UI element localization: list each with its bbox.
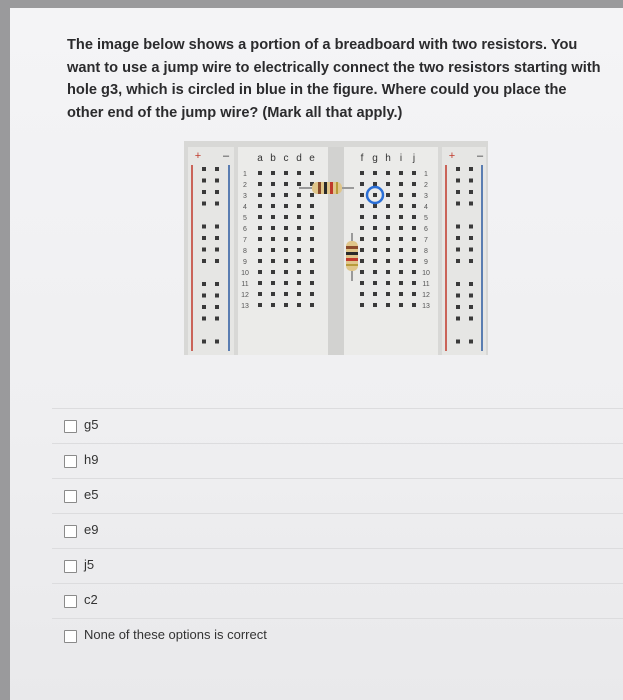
option-g5[interactable] — [52, 408, 623, 443]
hole-c10[interactable] — [284, 270, 288, 274]
rail-hole[interactable] — [456, 282, 460, 286]
row-label-left-8: 8 — [243, 248, 247, 255]
rail-hole[interactable] — [469, 225, 473, 229]
rail-hole[interactable] — [469, 340, 473, 344]
row-label-right-3: 3 — [424, 193, 428, 200]
option-label: h9 — [84, 452, 99, 467]
hole-e8[interactable] — [310, 248, 314, 252]
rail-hole[interactable] — [202, 202, 206, 206]
row-label-left-4: 4 — [243, 204, 247, 211]
row-label-right-7: 7 — [424, 237, 428, 244]
hole-j8[interactable] — [412, 248, 416, 252]
column-label-j: j — [412, 153, 416, 164]
row-label-right-8: 8 — [424, 248, 428, 255]
hole-j7[interactable] — [412, 237, 416, 241]
option-c2[interactable] — [52, 583, 623, 618]
hole-b13[interactable] — [271, 303, 275, 307]
hole-j4[interactable] — [412, 204, 416, 208]
hole-c3[interactable] — [284, 193, 288, 197]
hole-b11[interactable] — [271, 281, 275, 285]
hole-e12[interactable] — [310, 292, 314, 296]
column-label-a: a — [257, 153, 263, 164]
option-label: c2 — [84, 592, 98, 607]
hole-f12[interactable] — [360, 292, 364, 296]
rail-hole[interactable] — [215, 248, 219, 252]
hole-a13[interactable] — [258, 303, 262, 307]
hole-h3[interactable] — [386, 193, 390, 197]
hole-a2[interactable] — [258, 182, 262, 186]
hole-c11[interactable] — [284, 281, 288, 285]
row-label-left-6: 6 — [243, 226, 247, 233]
hole-g5[interactable] — [373, 215, 377, 219]
hole-d7[interactable] — [297, 237, 301, 241]
hole-h11[interactable] — [386, 281, 390, 285]
hole-a7[interactable] — [258, 237, 262, 241]
hole-g6[interactable] — [373, 226, 377, 230]
rail-hole[interactable] — [202, 282, 206, 286]
option-checkbox[interactable] — [64, 455, 77, 468]
hole-c13[interactable] — [284, 303, 288, 307]
option-none-correct[interactable] — [52, 618, 623, 653]
rail-hole[interactable] — [215, 317, 219, 321]
hole-d1[interactable] — [297, 171, 301, 175]
column-label-h: h — [385, 153, 391, 164]
hole-h6[interactable] — [386, 226, 390, 230]
row-label-left-2: 2 — [243, 182, 247, 189]
hole-e10[interactable] — [310, 270, 314, 274]
hole-j12[interactable] — [412, 292, 416, 296]
hole-i8[interactable] — [399, 248, 403, 252]
hole-j10[interactable] — [412, 270, 416, 274]
rail-hole[interactable] — [469, 236, 473, 240]
rail-hole[interactable] — [215, 179, 219, 183]
rail-plus-left: + — [194, 150, 202, 162]
hole-b7[interactable] — [271, 237, 275, 241]
hole-a5[interactable] — [258, 215, 262, 219]
hole-h1[interactable] — [386, 171, 390, 175]
hole-i9[interactable] — [399, 259, 403, 263]
hole-j1[interactable] — [412, 171, 416, 175]
hole-i3[interactable] — [399, 193, 403, 197]
row-label-right-1: 1 — [424, 171, 428, 178]
hole-b12[interactable] — [271, 292, 275, 296]
hole-h4[interactable] — [386, 204, 390, 208]
column-label-d: d — [296, 153, 302, 164]
rail-hole[interactable] — [215, 225, 219, 229]
hole-f11[interactable] — [360, 281, 364, 285]
row-label-left-11: 11 — [241, 281, 249, 288]
rail-hole[interactable] — [456, 167, 460, 171]
row-label-left-12: 12 — [241, 292, 249, 299]
rail-hole[interactable] — [456, 317, 460, 321]
hole-f2[interactable] — [360, 182, 364, 186]
row-label-right-4: 4 — [424, 204, 428, 211]
option-checkbox[interactable] — [64, 525, 77, 538]
rail-hole[interactable] — [456, 294, 460, 298]
row-label-left-13: 13 — [241, 303, 249, 310]
hole-c9[interactable] — [284, 259, 288, 263]
column-label-e: e — [309, 153, 315, 164]
option-label: None of these options is correct — [84, 627, 267, 642]
option-checkbox[interactable] — [64, 490, 77, 503]
column-label-c: c — [283, 153, 289, 164]
hole-d2[interactable] — [297, 182, 301, 186]
hole-i11[interactable] — [399, 281, 403, 285]
rail-hole[interactable] — [215, 340, 219, 344]
row-label-right-9: 9 — [424, 259, 428, 266]
hole-c8[interactable] — [284, 248, 288, 252]
rail-hole[interactable] — [456, 248, 460, 252]
rail-hole[interactable] — [469, 248, 473, 252]
hole-e11[interactable] — [310, 281, 314, 285]
hole-b9[interactable] — [271, 259, 275, 263]
rail-hole[interactable] — [215, 190, 219, 194]
hole-j13[interactable] — [412, 303, 416, 307]
option-checkbox[interactable] — [64, 420, 77, 433]
hole-g11[interactable] — [373, 281, 377, 285]
rail-hole[interactable] — [215, 259, 219, 263]
hole-i13[interactable] — [399, 303, 403, 307]
rail-hole[interactable] — [202, 248, 206, 252]
hole-e6[interactable] — [310, 226, 314, 230]
rail-hole[interactable] — [215, 282, 219, 286]
hole-b4[interactable] — [271, 204, 275, 208]
hole-i5[interactable] — [399, 215, 403, 219]
hole-c2[interactable] — [284, 182, 288, 186]
row-label-left-9: 9 — [243, 259, 247, 266]
hole-d3[interactable] — [297, 193, 301, 197]
rail-minus-left: – — [222, 150, 230, 162]
rail-minus-right: – — [476, 150, 484, 162]
rail-hole[interactable] — [215, 236, 219, 240]
column-label-i: i — [399, 153, 403, 164]
option-h9[interactable] — [52, 443, 623, 478]
hole-h5[interactable] — [386, 215, 390, 219]
row-label-right-10: 10 — [422, 270, 430, 277]
row-label-right-12: 12 — [422, 292, 430, 299]
option-label: e5 — [84, 487, 99, 502]
option-label: g5 — [84, 417, 99, 432]
hole-j9[interactable] — [412, 259, 416, 263]
rail-hole[interactable] — [202, 305, 206, 309]
rail-plus-right: + — [448, 150, 456, 162]
row-label-right-2: 2 — [424, 182, 428, 189]
rail-hole[interactable] — [469, 294, 473, 298]
row-label-left-7: 7 — [243, 237, 247, 244]
rail-hole[interactable] — [202, 236, 206, 240]
option-label: j5 — [84, 557, 95, 572]
rail-hole[interactable] — [202, 259, 206, 263]
row-label-left-10: 10 — [241, 270, 249, 277]
rail-hole[interactable] — [456, 202, 460, 206]
hole-a11[interactable] — [258, 281, 262, 285]
rail-hole[interactable] — [202, 179, 206, 183]
hole-f9[interactable] — [360, 259, 364, 263]
row-label-left-1: 1 — [243, 171, 247, 178]
rail-hole[interactable] — [469, 305, 473, 309]
hole-e7[interactable] — [310, 237, 314, 241]
hole-i6[interactable] — [399, 226, 403, 230]
option-e5[interactable] — [52, 478, 623, 513]
hole-g2[interactable] — [373, 182, 377, 186]
hole-d13[interactable] — [297, 303, 301, 307]
column-label-b: b — [270, 153, 276, 164]
hole-b5[interactable] — [271, 215, 275, 219]
hole-h12[interactable] — [386, 292, 390, 296]
option-checkbox[interactable] — [64, 560, 77, 573]
hole-a8[interactable] — [258, 248, 262, 252]
hole-f13[interactable] — [360, 303, 364, 307]
row-label-left-3: 3 — [243, 193, 247, 200]
hole-a12[interactable] — [258, 292, 262, 296]
hole-j3[interactable] — [412, 193, 416, 197]
hole-a1[interactable] — [258, 171, 262, 175]
hole-f3[interactable] — [360, 193, 364, 197]
option-checkbox[interactable] — [64, 630, 77, 643]
hole-h7[interactable] — [386, 237, 390, 241]
rail-hole[interactable] — [202, 190, 206, 194]
rail-hole[interactable] — [469, 317, 473, 321]
hole-g4[interactable] — [373, 204, 377, 208]
hole-c12[interactable] — [284, 292, 288, 296]
hole-a4[interactable] — [258, 204, 262, 208]
hole-h13[interactable] — [386, 303, 390, 307]
rail-hole[interactable] — [469, 282, 473, 286]
hole-d10[interactable] — [297, 270, 301, 274]
hole-f6[interactable] — [360, 226, 364, 230]
rail-hole[interactable] — [456, 179, 460, 183]
rail-hole[interactable] — [202, 225, 206, 229]
question-text: The image below shows a portion of a breadboard with two resistors. You want to use a jump wire to electrically connect the two resistors starting with hole g3, which is circled in blue in the figure. Where could you place the other end of the jump wire? (Mark all that apply.) — [67, 37, 601, 121]
rail-hole[interactable] — [469, 259, 473, 263]
rail-hole[interactable] — [456, 190, 460, 194]
row-label-right-5: 5 — [424, 215, 428, 222]
hole-g12[interactable] — [373, 292, 377, 296]
option-label: e9 — [84, 522, 99, 537]
option-j5[interactable] — [52, 548, 623, 583]
hole-b3[interactable] — [271, 193, 275, 197]
rail-hole[interactable] — [202, 340, 206, 344]
rail-hole[interactable] — [202, 167, 206, 171]
hole-f5[interactable] — [360, 215, 364, 219]
hole-d11[interactable] — [297, 281, 301, 285]
hole-f4[interactable] — [360, 204, 364, 208]
rail-hole[interactable] — [215, 294, 219, 298]
hole-i2[interactable] — [399, 182, 403, 186]
hole-j6[interactable] — [412, 226, 416, 230]
hole-h8[interactable] — [386, 248, 390, 252]
hole-a6[interactable] — [258, 226, 262, 230]
hole-a10[interactable] — [258, 270, 262, 274]
hole-d6[interactable] — [297, 226, 301, 230]
hole-h9[interactable] — [386, 259, 390, 263]
hole-e5[interactable] — [310, 215, 314, 219]
hole-j11[interactable] — [412, 281, 416, 285]
hole-f8[interactable] — [360, 248, 364, 252]
rail-hole[interactable] — [202, 317, 206, 321]
hole-i1[interactable] — [399, 171, 403, 175]
hole-b8[interactable] — [271, 248, 275, 252]
hole-e9[interactable] — [310, 259, 314, 263]
column-label-g: g — [372, 153, 378, 164]
hole-c4[interactable] — [284, 204, 288, 208]
hole-g7[interactable] — [373, 237, 377, 241]
hole-b1[interactable] — [271, 171, 275, 175]
hole-c5[interactable] — [284, 215, 288, 219]
rail-hole[interactable] — [456, 259, 460, 263]
hole-f7[interactable] — [360, 237, 364, 241]
rail-hole[interactable] — [215, 167, 219, 171]
hole-d5[interactable] — [297, 215, 301, 219]
rail-hole[interactable] — [215, 305, 219, 309]
rail-hole[interactable] — [469, 202, 473, 206]
hole-i12[interactable] — [399, 292, 403, 296]
hole-f10[interactable] — [360, 270, 364, 274]
hole-b10[interactable] — [271, 270, 275, 274]
hole-e3[interactable] — [310, 193, 314, 197]
rail-hole[interactable] — [469, 167, 473, 171]
row-label-right-6: 6 — [424, 226, 428, 233]
option-checkbox[interactable] — [64, 595, 77, 608]
hole-a9[interactable] — [258, 259, 262, 263]
hole-c7[interactable] — [284, 237, 288, 241]
hole-h2[interactable] — [386, 182, 390, 186]
hole-d9[interactable] — [297, 259, 301, 263]
rail-hole[interactable] — [456, 305, 460, 309]
hole-a3[interactable] — [258, 193, 262, 197]
hole-e13[interactable] — [310, 303, 314, 307]
hole-f1[interactable] — [360, 171, 364, 175]
column-label-f: f — [360, 153, 364, 164]
hole-b2[interactable] — [271, 182, 275, 186]
rail-hole[interactable] — [202, 294, 206, 298]
hole-e4[interactable] — [310, 204, 314, 208]
hole-j2[interactable] — [412, 182, 416, 186]
hole-b6[interactable] — [271, 226, 275, 230]
rail-hole[interactable] — [456, 340, 460, 344]
option-e9[interactable] — [52, 513, 623, 548]
hole-g9[interactable] — [373, 259, 377, 263]
hole-d12[interactable] — [297, 292, 301, 296]
hole-g10[interactable] — [373, 270, 377, 274]
hole-c1[interactable] — [284, 171, 288, 175]
rail-hole[interactable] — [456, 236, 460, 240]
rail-hole[interactable] — [215, 202, 219, 206]
rail-hole[interactable] — [469, 190, 473, 194]
rail-hole[interactable] — [469, 179, 473, 183]
row-label-left-5: 5 — [243, 215, 247, 222]
hole-i7[interactable] — [399, 237, 403, 241]
hole-g8[interactable] — [373, 248, 377, 252]
hole-d4[interactable] — [297, 204, 301, 208]
hole-g3[interactable] — [373, 193, 377, 197]
row-label-right-13: 13 — [422, 303, 430, 310]
hole-g1[interactable] — [373, 171, 377, 175]
hole-c6[interactable] — [284, 226, 288, 230]
hole-g13[interactable] — [373, 303, 377, 307]
breadboard-figure — [184, 141, 488, 355]
hole-i10[interactable] — [399, 270, 403, 274]
hole-d8[interactable] — [297, 248, 301, 252]
row-label-right-11: 11 — [422, 281, 430, 288]
hole-h10[interactable] — [386, 270, 390, 274]
hole-e1[interactable] — [310, 171, 314, 175]
rail-hole[interactable] — [456, 225, 460, 229]
hole-j5[interactable] — [412, 215, 416, 219]
hole-i4[interactable] — [399, 204, 403, 208]
